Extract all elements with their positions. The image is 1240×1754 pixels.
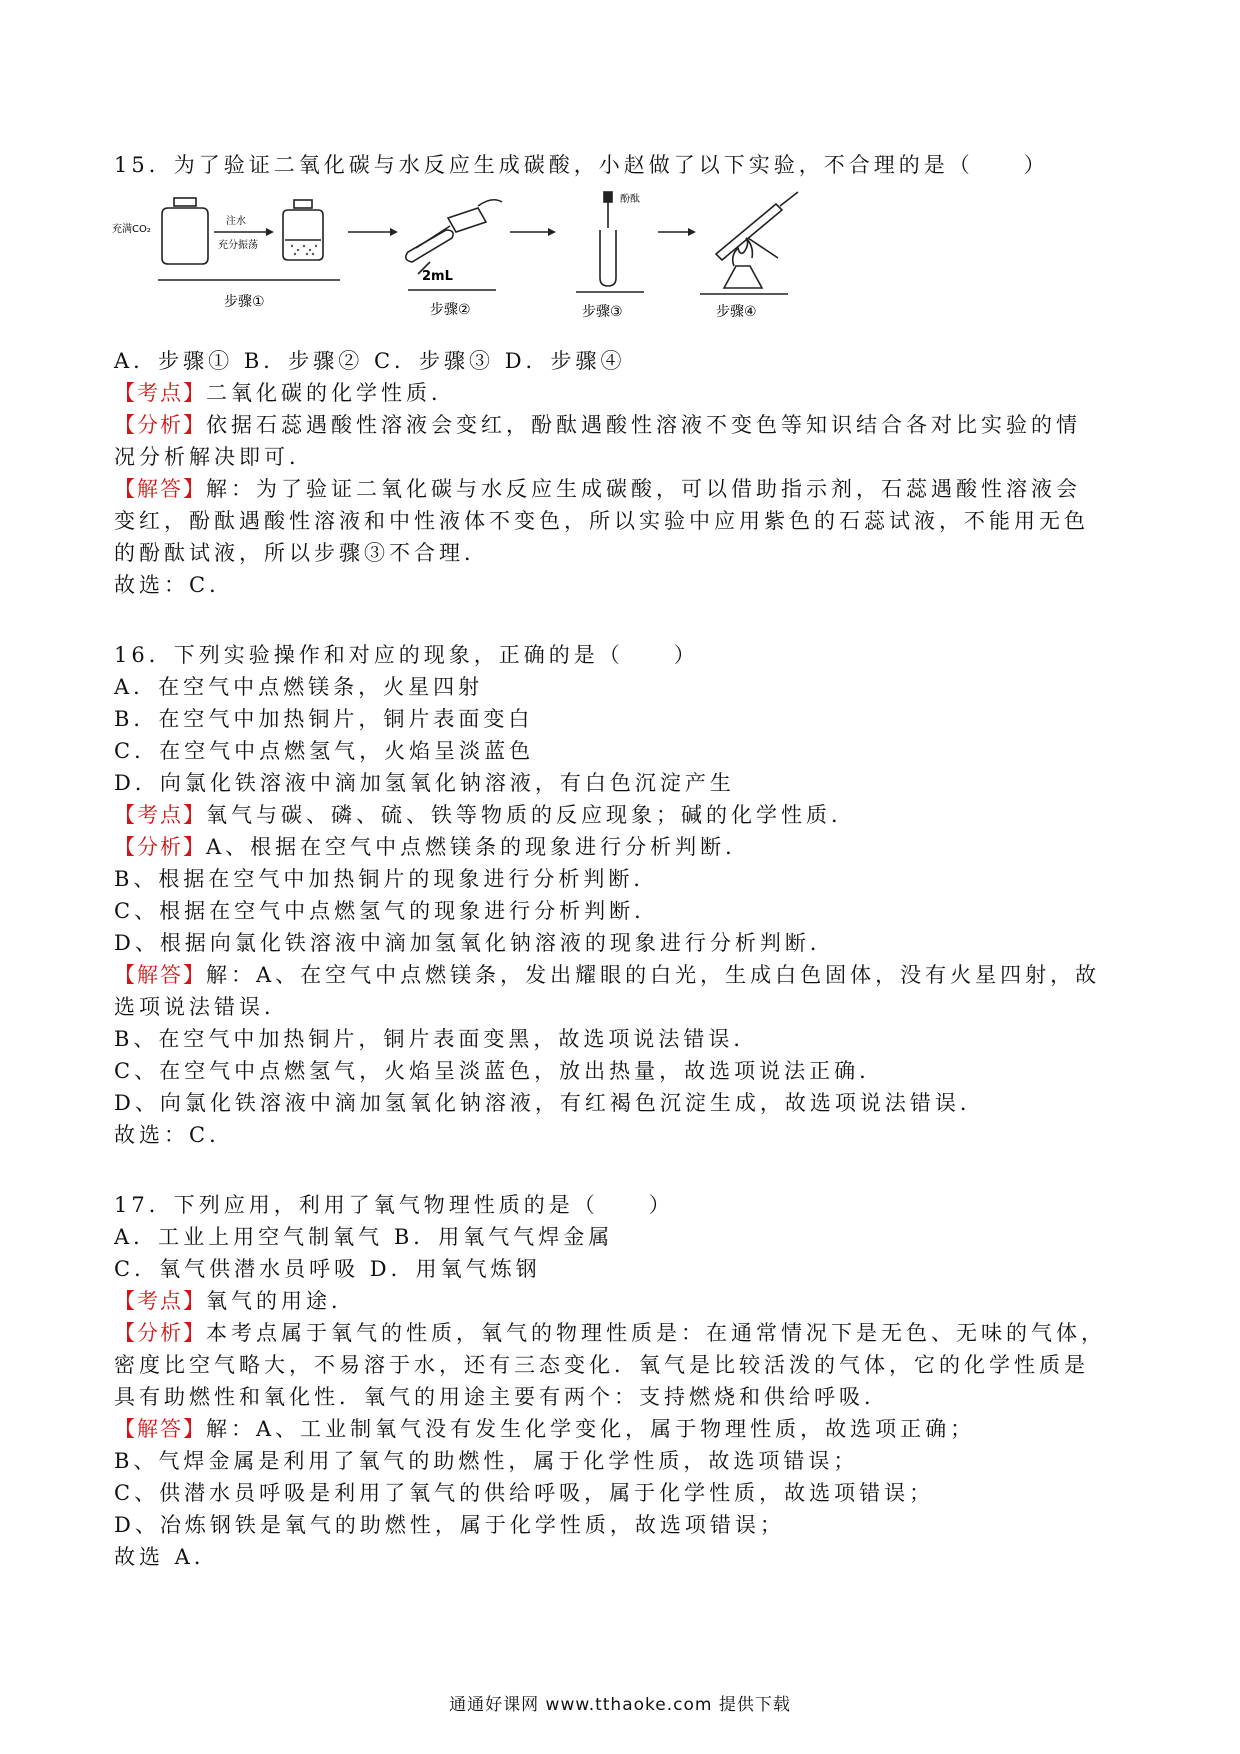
- fig-arrow-bottom: 充分振荡: [218, 240, 258, 251]
- q17-options-ab: A．工业上用空气制氧气 B．用氧气气焊金属: [114, 1225, 614, 1249]
- q17-kaodian: [114, 1286, 1134, 1316]
- q15-kaodian-text: 二氧化碳的化学性质．: [206, 381, 456, 405]
- q17-jieda-line-2: C、供潜水员呼吸是利用了氧气的供给呼吸，属于化学性质，故选项错误；: [114, 1481, 935, 1505]
- q16-option-d: D．向氯化铁溶液中滴加氢氧化钠溶液，有白色沉淀产生: [114, 771, 735, 795]
- fig-step2-pouring: [406, 200, 502, 274]
- q16-answer: 故选：C．: [114, 1123, 235, 1147]
- q15-fenxi: [114, 410, 1134, 440]
- q17-options-cd: C．氧气供潜水员呼吸 D．用氧气炼钢: [114, 1257, 541, 1281]
- q16-fenxi: [114, 832, 1134, 862]
- q17-jieda: [114, 1414, 1134, 1444]
- q15-jieda-line-0: 解：为了验证二氧化碳与水反应生成碳酸，可以借助指示剂，石蕊遇酸性溶液会: [206, 477, 1081, 501]
- q16-fenxi-line-2: C、根据在空气中点燃氢气的现象进行分析判断．: [114, 899, 660, 923]
- q16-fenxi-line-0: A、根据在空气中点燃镁条的现象进行分析判断．: [206, 835, 751, 859]
- q16-kaodian-text: 氧气与碳、磷、硫、铁等物质的反应现象；碱的化学性质．: [206, 803, 856, 827]
- q16-jieda-line-0: 解：A、在空气中点燃镁条，发出耀眼的白光，生成白色固体，没有火星四射，故: [206, 963, 1101, 987]
- fig-indicator: 酚酞: [620, 194, 640, 205]
- q17-jieda-line-0: 解：A、工业制氧气没有发生化学变化，属于物理性质，故选项正确；: [206, 1417, 976, 1441]
- fig-step-3: 步骤③: [582, 304, 623, 320]
- q15-kaodian-tag: 【考点】: [114, 381, 206, 405]
- q16-option-a: A．在空气中点燃镁条，火星四射: [114, 675, 484, 699]
- q15-kaodian: [114, 378, 1134, 408]
- q16-jieda-line-3: C、在空气中点燃氢气，火焰呈淡蓝色，放出热量，故选项说法正确．: [114, 1059, 885, 1083]
- q15-jieda-line-1: 变红，酚酞遇酸性溶液和中性液体不变色，所以实验中应用紫色的石蕊试液，不能用无色: [114, 509, 1089, 533]
- q17-jieda-line-1: B、气焊金属是利用了氧气的助燃性，属于化学性质，故选项错误；: [114, 1449, 859, 1473]
- q15-options: A．步骤① B．步骤② C．步骤③ D．步骤④: [114, 349, 626, 373]
- q16-fenxi-line-1: B、根据在空气中加热铜片的现象进行分析判断．: [114, 867, 659, 891]
- q17-answer: 故选 A．: [114, 1545, 219, 1569]
- q17-kaodian-text: 氧气的用途．: [206, 1289, 356, 1313]
- q16-jieda-tag: 【解答】: [114, 963, 206, 987]
- q15-fenxi-tag: 【分析】: [114, 413, 206, 437]
- fig-step3-tube: [600, 192, 616, 286]
- page-footer: 通通好课网 www.tthaoke.com 提供下载: [449, 1695, 791, 1715]
- q15-fenxi-line-0: 依据石蕊遇酸性溶液会变红，酚酞遇酸性溶液不变色等知识结合各对比实验的情: [206, 413, 1081, 437]
- q17-fenxi: [114, 1318, 1134, 1348]
- q17-kaodian-tag: 【考点】: [114, 1289, 206, 1313]
- q15-answer: 故选：C．: [114, 573, 235, 597]
- q16-kaodian-tag: 【考点】: [114, 803, 206, 827]
- fig-step-2: 步骤②: [430, 302, 471, 318]
- fig-arrow-top: 注水: [226, 216, 246, 227]
- q17-fenxi-tag: 【分析】: [114, 1321, 206, 1345]
- q15-jieda: [114, 474, 1134, 504]
- q17-jieda-tag: 【解答】: [114, 1417, 206, 1441]
- q16-kaodian: [114, 800, 1134, 830]
- fig-bottle-2: [283, 200, 323, 260]
- fig-arrow-2: [348, 228, 398, 236]
- q16-jieda-line-2: B、在空气中加热铜片，铜片表面变黑，故选项说法错误．: [114, 1027, 759, 1051]
- fig-step-1: 步骤①: [224, 294, 265, 310]
- q17-stem: 17．下列应用，利用了氧气物理性质的是（ ）: [114, 1193, 674, 1217]
- q17-jieda-line-3: D、冶炼钢铁是氧气的助燃性，属于化学性质，故选项错误；: [114, 1513, 785, 1537]
- fig-arrow-3: [510, 228, 556, 236]
- fig-co2-label: 充满CO₂: [112, 224, 151, 235]
- fig-arrow-1: [214, 228, 274, 236]
- fig-bottle-1: [162, 198, 208, 264]
- fig-step4-heating: [716, 192, 798, 288]
- q15-experiment-figure: [108, 188, 828, 338]
- q17-fenxi-line-2: 具有助燃性和氧化性．氧气的用途主要有两个：支持燃烧和供给呼吸．: [114, 1385, 889, 1409]
- fig-step-4: 步骤④: [716, 304, 757, 320]
- q15-jieda-line-2: 的酚酞试液，所以步骤③不合理．: [114, 541, 489, 565]
- q16-jieda-line-1: 选项说法错误．: [114, 995, 289, 1019]
- fig-arrow-4: [658, 228, 696, 236]
- q16-jieda: [114, 960, 1134, 990]
- q15-fenxi-line-1: 况分析解决即可．: [114, 445, 314, 469]
- q15-stem: 15．为了验证二氧化碳与水反应生成碳酸，小赵做了以下实验，不合理的是（ ）: [114, 153, 1049, 177]
- q16-jieda-line-4: D、向氯化铁溶液中滴加氢氧化钠溶液，有红褐色沉淀生成，故选项说法错误．: [114, 1091, 985, 1115]
- q16-fenxi-tag: 【分析】: [114, 835, 206, 859]
- q15-jieda-tag: 【解答】: [114, 477, 206, 501]
- q16-option-c: C．在空气中点燃氢气，火焰呈淡蓝色: [114, 739, 535, 763]
- q16-fenxi-line-3: D、根据向氯化铁溶液中滴加氢氧化钠溶液的现象进行分析判断．: [114, 931, 835, 955]
- fig-volume: 2mL: [422, 269, 453, 284]
- q17-fenxi-line-1: 密度比空气略大，不易溶于水，还有三态变化．氧气是比较活泼的气体，它的化学性质是: [114, 1353, 1089, 1377]
- fig-bottle-2-liquid: [291, 245, 317, 255]
- q16-stem: 16．下列实验操作和对应的现象，正确的是（ ）: [114, 643, 699, 667]
- q16-option-b: B．在空气中加热铜片，铜片表面变白: [114, 707, 534, 731]
- q17-fenxi-line-0: 本考点属于氧气的性质，氧气的物理性质是：在通常情况下是无色、无味的气体，: [206, 1321, 1106, 1345]
